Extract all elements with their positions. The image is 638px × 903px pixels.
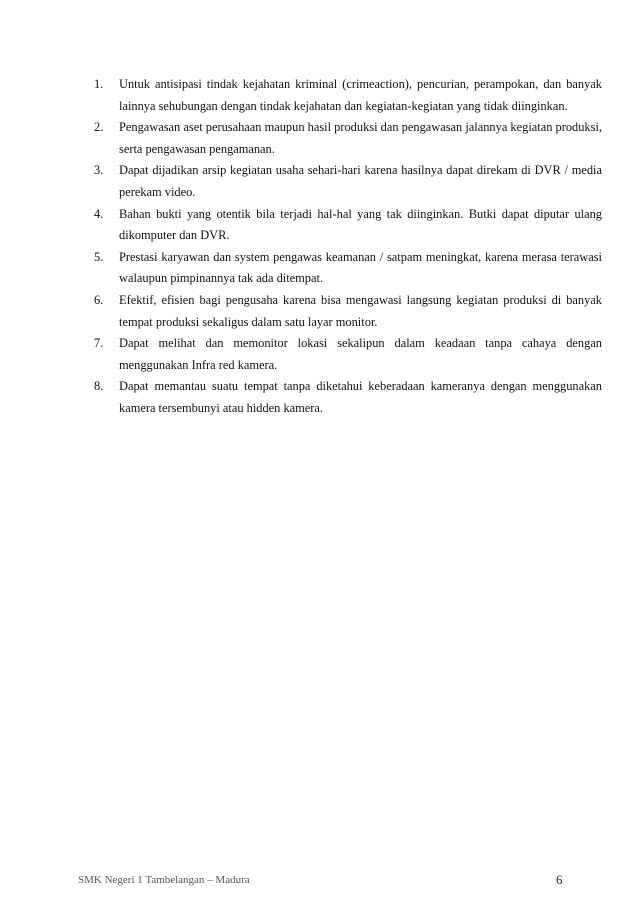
footer-school-name: SMK Negeri 1 Tambelangan – Madura [78,874,250,886]
list-item [94,247,602,290]
list-item [94,376,602,419]
list-item-text: Dapat memantau suatu tempat tanpa diketahui keberadaan kameranya dengan menggunakan kamera tersembunyi atau hidden kamera. [119,379,602,415]
list-item [94,290,602,333]
list-item-number: 2. [94,120,104,135]
list-item-text: Efektif, efisien bagi pengusaha karena bisa mengawasi langsung kegiatan produksi di banyak tempat produksi sekaligus dalam satu layar monitor. [119,292,602,329]
benefits-list [94,74,602,420]
list-item-number: 5. [94,249,104,264]
list-item-text: Untuk antisipasi tindak kejahatan kriminal (crimeaction), pencurian, perampokan, dan banyak lainnya sehubungan dengan tindak kejahatan dan kegiatan-kegiatan yang tidak diinginkan. [119,77,602,113]
list-item-number: 6. [94,292,104,307]
list-item [94,160,602,203]
list-item-text: Dapat dijadikan arsip kegiatan usaha sehari-hari karena hasilnya dapat direkam di DVR / media perekam video. [119,163,602,199]
list-item-number: 4. [94,206,104,221]
list-item [94,74,602,117]
list-item-number: 8. [94,379,104,394]
list-item-text: Bahan bukti yang otentik bila terjadi hal-hal yang tak diinginkan. Butki dapat diputar ulang dikomputer dan DVR. [119,206,602,243]
list-item-number: 3. [94,163,104,178]
list-item-text: Pengawasan aset perusahaan maupun hasil produksi dan pengawasan jalannya kegiatan produksi, serta pengawasan pengamanan. [119,120,602,156]
list-item [94,333,602,376]
list-item [94,117,602,160]
list-item-text: Dapat melihat dan memonitor lokasi sekalipun dalam keadaan tanpa cahaya dengan menggunakan Infra red kamera. [119,336,602,372]
footer-page-number: 6 [556,872,563,887]
list-item-text: Prestasi karyawan dan system pengawas keamanan / satpam meningkat, karena merasa terawasi walaupun pimpinannya tak ada ditempat. [119,249,602,286]
list-item [94,204,602,247]
list-item-number: 1. [94,77,104,91]
list-item-number: 7. [94,336,104,351]
